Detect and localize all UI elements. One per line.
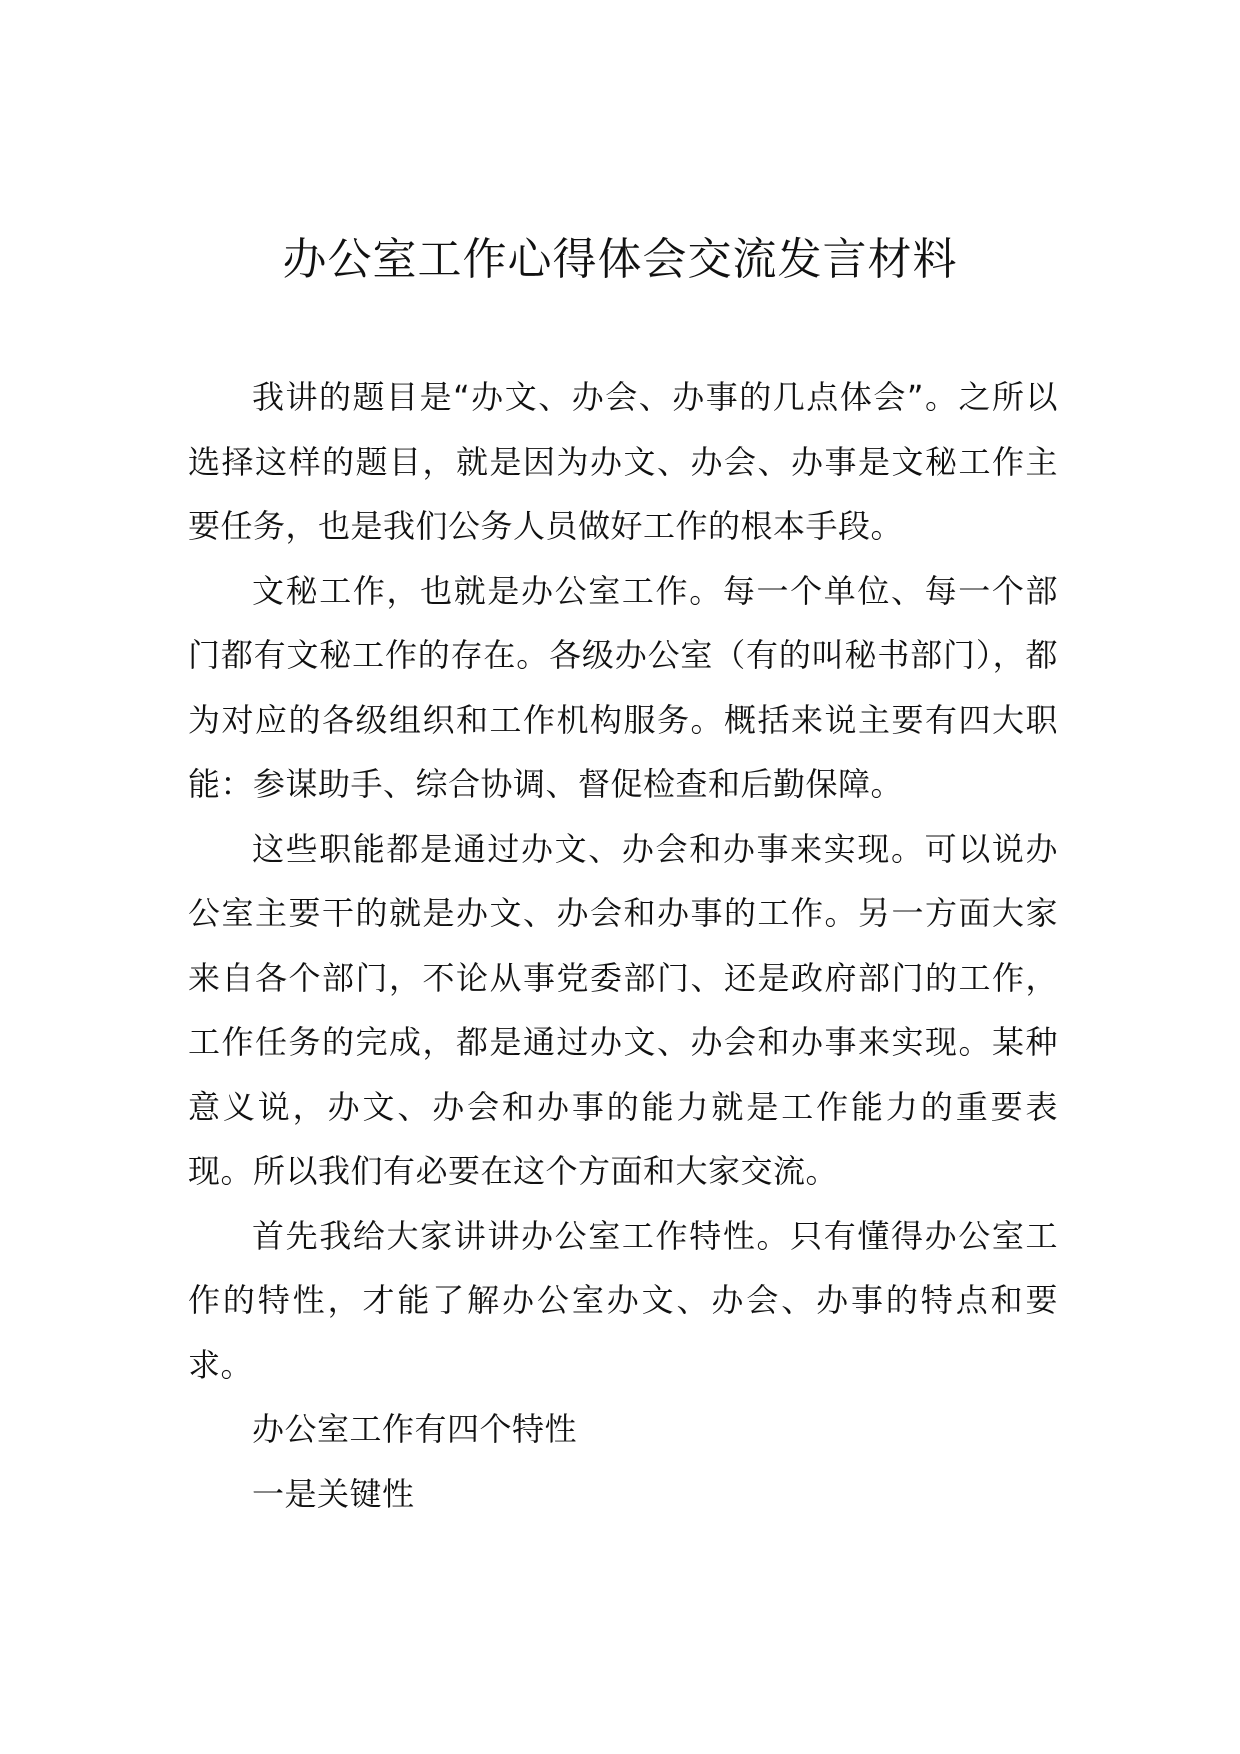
paragraph-functions: 文秘工作，也就是办公室工作。每一个单位、每一个部门都有文秘工作的存在。各级办公室（有的叫秘书部门），都为对应的各级组织和工作机构服务。概括来说主要有四大职能：参谋助手、综合协调、督促检查和后勤保障。 (188, 571, 1058, 803)
paragraph-first-characteristic: 一是关键性 (252, 1474, 415, 1513)
paragraph-characteristics: 首先我给大家讲讲办公室工作特性。只有懂得办公室工作的特性，才能了解办公室办文、办会、办事的特点和要求。 (188, 1216, 1058, 1384)
document-body (188, 365, 1058, 1526)
paragraph-four-characteristics-heading: 办公室工作有四个特性 (252, 1410, 578, 1448)
paragraph-realization: 这些职能都是通过办文、办会和办事来实现。可以说办公室主要干的就是办文、办会和办事的工作。另一方面大家来自各个部门，不论从事党委部门、还是政府部门的工作，工作任务的完成，都是通过办文、办会和办事来实现。某种意义说，办文、办会和办事的能力就是工作能力的重要表现。所以我们有必要在这个方面和大家交流。 (188, 829, 1058, 1190)
document-title: 办公室工作心得体会交流发言材料 (282, 234, 958, 285)
paragraph-intro: 我讲的题目是“办文、办会、办事的几点体会”。之所以选择这样的题目，就是因为办文、办会、办事是文秘工作主要任务，也是我们公务人员做好工作的根本手段。 (188, 378, 1058, 545)
